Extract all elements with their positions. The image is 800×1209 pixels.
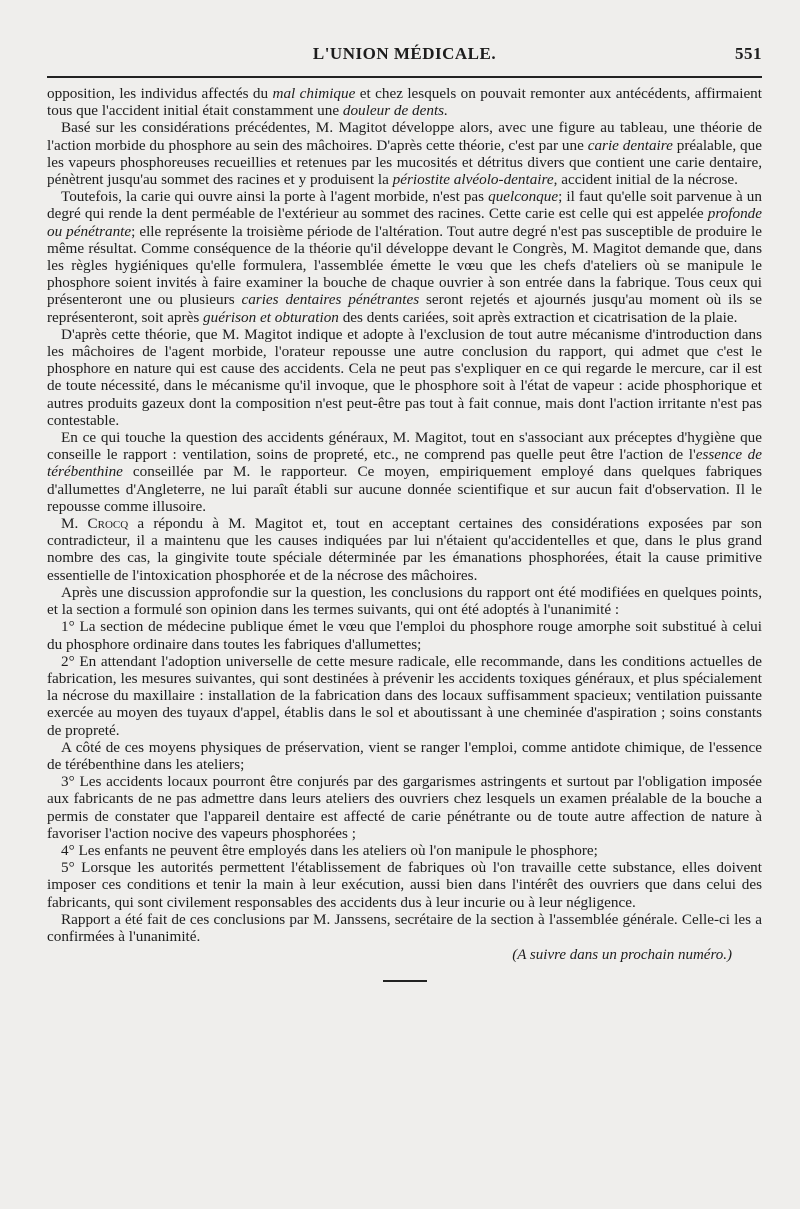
text-run: opposition, les individus affectés du (47, 85, 273, 102)
text-run: 2° En attendant l'adoption universelle de cette mesure radicale, elle recommande, dans les conditions actuelles de fabrication, les mesures suivantes, qui sont destinées à prévenir les accidents toxiques généraux, et plus spécialement la nécrose du maxillaire : installation de la fabrication dans des locaux suffisamment spacieux; ventilation puissante exercée au moyen des tuyaux d'appel, établis dans le sol et aboutissant à une cheminée d'aspiration ; soins constants de propreté. (47, 652, 762, 739)
text-run: seront rejetés et ajournés jusqu'au moment où ils se représenteront, soit après (47, 291, 762, 326)
italic-run: carie dentaire (587, 136, 673, 154)
text-run: 3° Les accidents locaux pourront être conjurés par des gargarismes astringents et surtout par l'obligation imposée aux fabricants de ne pas admettre dans leurs ateliers des ouvriers chez lesquels un examen préalable de la bouche a permis de constater que l'appareil dentaire est affecté de carie pénétrante ou de toute autre affection de nature à favoriser l'action nocive des vapeurs phosphorées ; (47, 773, 762, 842)
paragraph (47, 119, 762, 188)
text-run: , accident initial de la nécrose. (553, 171, 738, 189)
text-run: des dents cariées, soit après extraction et cicatrisation de la plaie. (338, 308, 738, 326)
text-run: et chez lesquels on pouvait remonter aux antécédents, affirmaient tous que l'accident initial était constamment une (47, 85, 762, 120)
text-run: Après une discussion approfondie sur la question, les conclusions du rapport ont été modifiées en quelques points, et la section a formulé son opinion dans les termes suivants, qui ont été adoptés à l'unanimité : (47, 583, 762, 619)
paragraph (47, 85, 762, 119)
paragraph (47, 188, 762, 326)
paragraph (47, 859, 762, 911)
journal-title: L'UNION MÉDICALE. (312, 44, 497, 63)
paragraph (47, 911, 762, 945)
running-header (47, 44, 762, 76)
paragraph (47, 739, 762, 773)
text-run: A côté de ces moyens physiques de préservation, vient se ranger l'emploi, comme antidote chimique, de l'essence de térébenthine dans les ateliers; (47, 738, 762, 773)
page-number: 551 (735, 44, 762, 63)
continuation-note: (A suivre dans un prochain numéro.) (512, 947, 732, 964)
end-rule (383, 980, 427, 982)
italic-run: douleur de dents. (342, 102, 448, 120)
text-run: Toutefois, la carie qui ouvre ainsi la porte à l'agent morbide, n'est pas (61, 188, 489, 206)
paragraph (47, 842, 762, 859)
paragraph (47, 773, 762, 842)
paragraph (47, 653, 762, 739)
text-run: ; elle représente la troisième période de l'altération. Tout autre degré n'est pas susceptible de produire le même résultat. Comme conséquence de la théorie qu'il développe devant le Congrès, M. Magitot demande que, dans les règles hygiéniques qu'elle formulera, l'assemblée émette le vœu que les chefs d'ateliers où se manipule le phosphore soient invités à faire examiner la bouche de chaque ouvrier à son entrée dans la fabrique. Tous ceux qui présenteront une ou plusieurs (47, 222, 762, 309)
text-run: En ce qui touche la question des accidents généraux, M. Magitot, tout en s'associant aux préceptes d'hygiène que conseille le rapport : ventilation, soins de propreté, etc., ne comprend pas quelle peut être l'action de l' (47, 429, 762, 464)
paragraph (47, 584, 762, 618)
italic-run: quelconque (488, 188, 559, 206)
text-run: préalable, que les vapeurs phosphoreuses recueillies et retenues par les mucosités et détritus divers que contient une carie dentaire, pénètrent jusqu'au sommet des racines et y produisent la (47, 136, 762, 189)
paragraph (47, 515, 762, 584)
text-run: conseillée par M. le rapporteur. Ce moyen, empiriquement employé dans quelques fabriques d'allumettes d'Angleterre, ne lui paraît établi sur aucune donnée scientifique et sur aucun fait d'observation. Il le repousse comme illusoire. (47, 463, 762, 515)
text-run: Rapport a été fait de ces conclusions par M. Janssens, secrétaire de la section à l'assemblée générale. Celle-ci les a confirmées à l'unanimité. (47, 910, 762, 945)
small-caps-run: Crocq (87, 515, 129, 533)
header-rule (47, 76, 762, 78)
text-run: ; il faut qu'elle soit parvenue à un degré qui rende la dent perméable de l'extérieur au sommet des racines. Cette carie est celle qui est appelée (47, 188, 762, 223)
text-run: M. (61, 515, 88, 533)
text-run: D'après cette théorie, que M. Magitot indique et adopte à l'exclusion de tout autre mécanisme d'introduction dans les mâchoires de l'agent morbide, l'orateur repousse une autre conclusion du rapport, qui admet que c'est le phosphore en nature qui est cause des accidents. Cela ne peut pas s'expliquer en ce qui regarde le mercure, car il est de toute nécessité, dans le mécanisme qu'il invoque, que le phosphore soit à l'état de vapeur : acide phosphorique et autres produits gazeux dont la composition n'est peut-être pas tout à fait connue, mais dont l'action irritante n'est pas contestable. (47, 325, 762, 429)
text-run: Basé sur les considérations précédentes, M. Magitot développe alors, avec une figure au tableau, une théorie de l'action morbide du phosphore au sein des mâchoires. D'après cette théorie, c'est par une (47, 119, 762, 154)
paragraph (47, 429, 762, 515)
italic-run: profonde ou pénétrante (47, 205, 762, 240)
text-run: 5° Lorsque les autorités permettent l'établissement de fabriques où l'on travaille cette substance, elles doivent imposer ces conditions et tenir la main à leur exécution, aussi bien dans l'intérêt des ouvriers que dans celui des fabricants, qui sont civilement responsables des accidents dus à leur incurie ou à leur négligence. (47, 859, 762, 911)
italic-run: essence de térébenthine (47, 446, 763, 481)
italic-run: guérison et obturation (203, 308, 339, 326)
italic-run: caries dentaires pénétrantes (241, 291, 420, 309)
paragraph (47, 326, 762, 429)
article-body (47, 85, 762, 945)
paragraph (47, 618, 762, 652)
text-run: a répondu à M. Magitot et, tout en acceptant certaines des considérations exposées par son contradicteur, il a maintenu que les causes indiquées par lui n'étaient qu'accidentelles et que, dans le plus grand nombre des cas, la gingivite toute spéciale déterminée par les émanations phosphorées, était la cause primitive essentielle de l'intoxication phosphorée et de la nécrose des mâchoires. (47, 515, 762, 584)
italic-run: périostite alvéolo-dentaire (392, 171, 554, 189)
text-run: 4° Les enfants ne peuvent être employés dans les ateliers où l'on manipule le phosphore; (61, 841, 598, 859)
italic-run: mal chimique (272, 85, 356, 102)
text-run: 1° La section de médecine publique émet le vœu que l'emploi du phosphore rouge amorphe soit substitué à celui du phosphore ordinaire dans toutes les fabriques d'allumettes; (47, 618, 762, 653)
